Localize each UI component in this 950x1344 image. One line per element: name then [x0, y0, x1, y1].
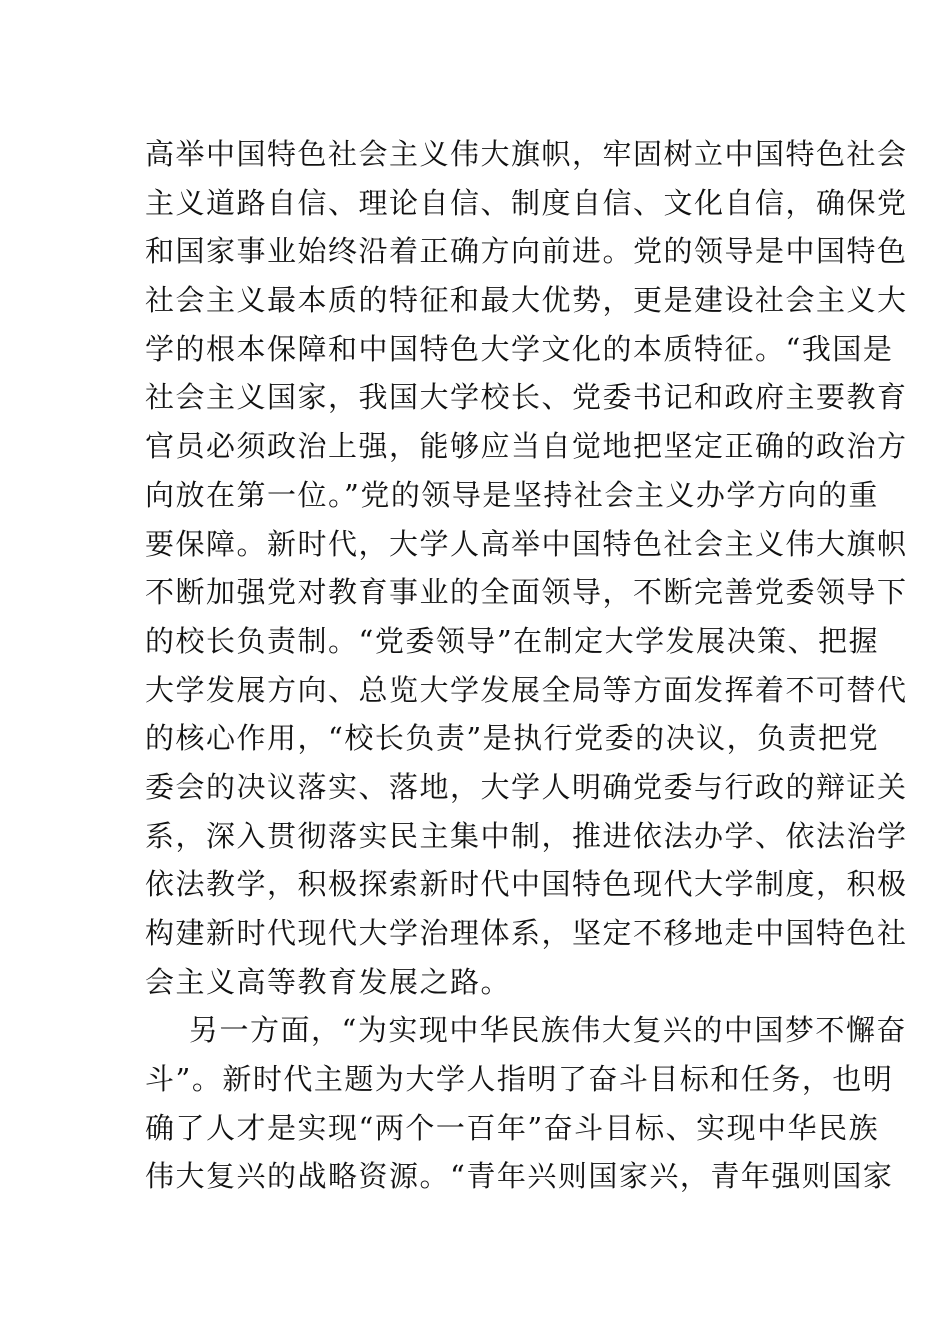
text-line: 高举中国特色社会主义伟大旗帜，牢固树立中国特色社会: [145, 137, 908, 171]
paragraph-start-line: 另一方面，“为实现中华民族伟大复兴的中国梦不懈奋: [189, 1013, 907, 1048]
text-line: 会主义高等教育发展之路。: [145, 964, 512, 999]
text-line: 的核心作用，“校长负责”是执行党委的决议，负责把党: [145, 721, 880, 756]
text-line: 不断加强党对教育事业的全面领导，不断完善党委领导下: [145, 575, 908, 610]
text-line: 和国家事业始终沿着正确方向前进。党的领导是中国特色: [145, 234, 908, 269]
text-line: 委会的决议落实、落地，大学人明确党委与行政的辩证关: [145, 769, 908, 804]
text-line: 依法教学，积极探索新时代中国特色现代大学制度，积极: [145, 867, 908, 902]
text-line: 学的根本保障和中国特色大学文化的本质特征。“我国是: [145, 331, 894, 366]
text-line: 官员必须政治上强，能够应当自觉地把坚定正确的政治方: [145, 429, 908, 464]
text-line: 大学发展方向、总览大学发展全局等方面发挥着不可替代: [145, 672, 908, 707]
body-text: [145, 130, 908, 1201]
text-line: 构建新时代现代大学治理体系，坚定不移地走中国特色社: [145, 916, 908, 950]
text-line: 确了人才是实现“两个一百年”奋斗目标、实现中华民族: [145, 1110, 880, 1145]
text-line: 系，深入贯彻落实民主集中制，推进依法办学、依法治学: [145, 818, 908, 853]
text-line: 社会主义国家，我国大学校长、党委书记和政府主要教育: [145, 380, 908, 415]
text-line: 向放在第一位。”党的领导是坚持社会主义办学方向的重: [145, 477, 879, 512]
text-line: 社会主义最本质的特征和最大优势，更是建设社会主义大: [145, 283, 908, 318]
text-line: 斗”。新时代主题为大学人指明了奋斗目标和任务，也明: [145, 1062, 894, 1097]
text-line: 要保障。新时代，大学人高举中国特色社会主义伟大旗帜: [145, 526, 908, 561]
text-line: 伟大复兴的战略资源。“青年兴则国家兴，青年强则国家: [145, 1159, 894, 1194]
text-line: 的校长负责制。“党委领导”在制定大学发展决策、把握: [145, 623, 880, 658]
text-line: 主义道路自信、理论自信、制度自信、文化自信，确保党: [145, 185, 908, 220]
